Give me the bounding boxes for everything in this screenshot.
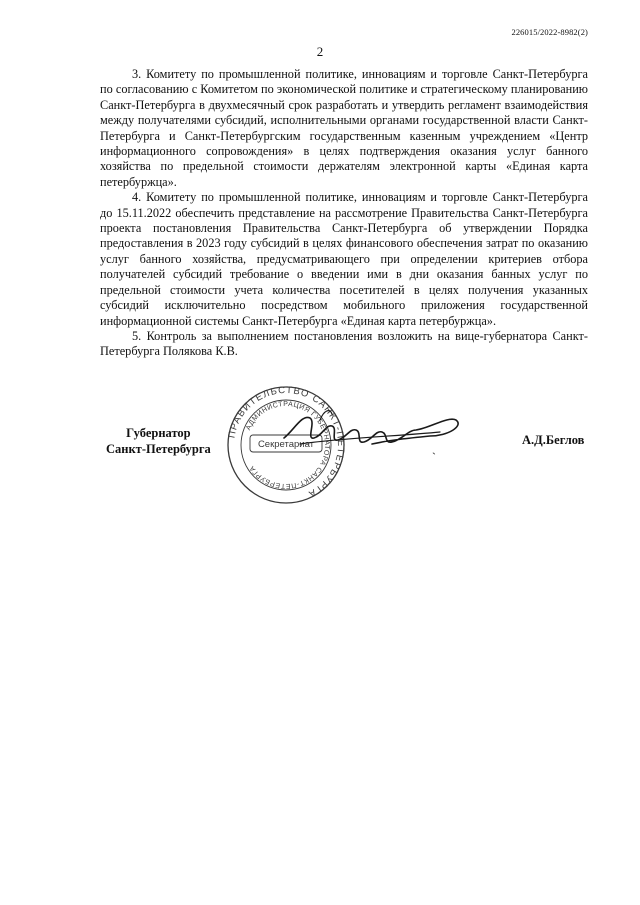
document-number: 226015/2022-8982(2) [511, 27, 588, 37]
paragraph-3: 3. Комитету по промышленной политике, инновациям и торговле Санкт-Петербурга по согласованию с Комитетом по экономической политике и стратегическому планированию Санкт-Петербурга в двухмесячный срок разработать и утвердить регламент взаимодействия между получателями субсидий, исполнительными органами государственной власти Санкт-Петербурга и Санкт-Петербургским государственным казенным учреждением «Центр информационного сопровождения» в целях подтверждения оказания услуг банного хозяйства по предельной стоимости держателям электронной карты «Единая карта петербуржца». [100, 67, 588, 189]
signatory-name: А.Д.Беглов [522, 433, 585, 447]
paragraph-4: 4. Комитету по промышленной политике, инновациям и торговле Санкт-Петербурга до 15.11.2022 обеспечить представление на рассмотрение Правительства Санкт-Петербурга проекта постановления Правительства Санкт-Петербурга об утверждении Порядка предоставления в 2023 году субсидий в целях финансового обеспечения затрат по оказанию услуг банного хозяйства, предусматривающего при определении критериев отбора получателей субсидий требование о введении ими в дни оказания банных услуг по предельной стоимости учета количества посетителей в целях получения указанных субсидий исключительно посредством мобильного приложения государственной информационной системы Санкт-Петербурга «Единая карта петербуржца». [100, 190, 588, 328]
document-body [100, 67, 588, 360]
stamp-center-text: Секретариат [257, 439, 315, 450]
stamp-inner-text: АДМИНИСТРАЦИЯ ГУБЕРНАТОРА САНКТ-ПЕТЕРБУРГА [245, 400, 331, 490]
signatory-position-line1: Губернатор [126, 426, 191, 440]
signature-mark-icon: ` [432, 450, 436, 464]
page-number: 2 [316, 44, 324, 59]
paragraph-5: 5. Контроль за выполнением постановления возложить на вице-губернатора Санкт-Петербурга Полякова К.В. [100, 328, 588, 359]
signatory-position-line2: Санкт-Петербурга [106, 442, 211, 456]
signatory-position [106, 425, 211, 457]
stamp-outer-text: ПРАВИТЕЛЬСТВО САНКТ-ПЕТЕРБУРГА [226, 385, 346, 500]
handwritten-signature [280, 400, 465, 460]
